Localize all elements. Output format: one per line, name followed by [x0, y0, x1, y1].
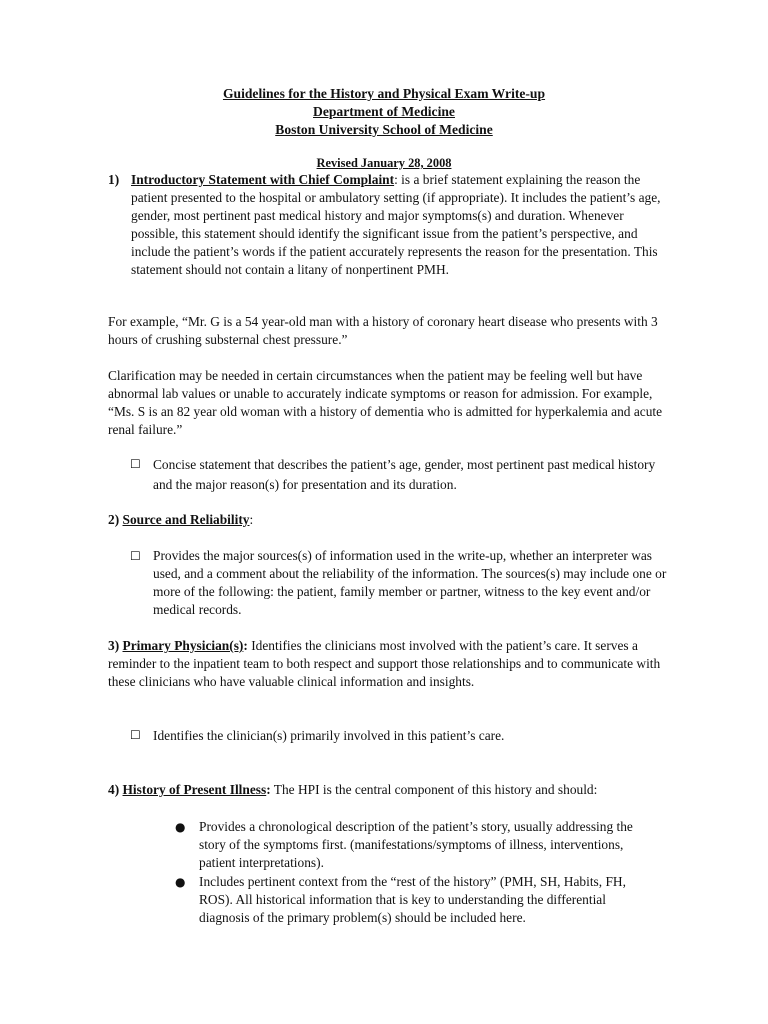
section-heading: Primary Physician(s): [122, 638, 244, 653]
heading-colon: :: [243, 638, 248, 653]
example-paragraph: [108, 313, 668, 349]
section-introductory-statement: [108, 171, 668, 279]
section-heading: History of Present Illness: [122, 782, 267, 797]
section-number: 4): [108, 782, 120, 797]
section-number: 1): [108, 172, 120, 187]
title-line: Department of Medicine: [313, 104, 455, 119]
heading-colon: :: [266, 782, 271, 797]
section-number: 3): [108, 638, 120, 653]
bullet-item: [175, 873, 655, 927]
checklist-item: [130, 455, 670, 495]
checklist-text: Identifies the clinician(s) primarily involved in this patient’s care.: [153, 728, 505, 743]
section-source-reliability: [108, 511, 668, 529]
bullet-item: [175, 818, 655, 872]
empty-checkbox-icon: ☐: [130, 728, 141, 742]
checklist-text: Provides the major sources(s) of information used in the write-up, whether an interpreter was used, and a comment about the reliability of the information. The sources(s) may include one or more of the following: the patient, family member or partner, witness to the key event and/or medical records.: [153, 548, 667, 617]
section-number: 2): [108, 512, 120, 527]
bullet-text: Includes pertinent context from the “rest of the history” (PMH, SH, Habits, FH, ROS). All historical information that is key to understanding the differential diagnosis of the primary problem(s) should be included here.: [199, 874, 626, 925]
section-text: is a brief statement explaining the reason the patient presented to the hospital or ambulatory setting (if appropriate). It includes the patient’s age, gender, most pertinent past medical history and major symptoms(s) and duration. Whenever possible, this statement should identify the significant issue from the patient’s perspective, and include the patient’s words if the patient accurately represents the reason for the presentation. This statement should not contain a litany of nonpertinent PMH.: [131, 172, 661, 277]
clarification-text: Clarification may be needed in certain circumstances when the patient may be feeling well but have abnormal lab values or unable to accurately indicate symptoms or reason for admission. For example, “Ms. S is an 82 year old woman with a history of dementia who is admitted for hyperkalemia and acute renal failure.”: [108, 368, 663, 437]
title-line: Boston University School of Medicine: [275, 122, 493, 137]
clarification-paragraph: [108, 367, 668, 439]
heading-colon: :: [249, 512, 254, 527]
heading-colon: :: [394, 172, 398, 187]
document-title: [0, 85, 768, 139]
checklist-item: [130, 726, 670, 746]
bullet-icon: ●: [175, 875, 186, 889]
example-text: For example, “Mr. G is a 54 year-old man with a history of coronary heart disease who presents with 3 hours of crushing substernal chest pressure.”: [108, 314, 658, 347]
bullet-icon: ●: [175, 820, 186, 834]
section-primary-physician: [108, 637, 668, 691]
bullet-text: Provides a chronological description of the patient’s story, usually addressing the story of the symptoms first. (manifestations/symptoms of illness, interventions, patient interpretations).: [199, 819, 633, 870]
empty-checkbox-icon: ☐: [130, 457, 141, 471]
section-heading: Introductory Statement with Chief Complaint: [131, 172, 395, 187]
revision-date: Revised January 28, 2008: [316, 156, 452, 170]
checklist-text: Concise statement that describes the patient’s age, gender, most pertinent past medical history and the major reason(s) for presentation and its duration.: [153, 457, 656, 492]
section-heading: Source and Reliability: [122, 512, 250, 527]
checklist-item: [130, 547, 670, 619]
section-history-present-illness: [108, 781, 668, 799]
empty-checkbox-icon: ☐: [130, 549, 141, 563]
section-text: The HPI is the central component of this history and should:: [270, 782, 598, 797]
title-line: Guidelines for the History and Physical Exam Write-up: [222, 86, 546, 101]
section-text: Identifies the clinicians most involved with the patient’s care. It serves a reminder to the inpatient team to both respect and support those relationships and to communicate with these clinicians who have valuable clinical information and insights.: [108, 638, 661, 689]
